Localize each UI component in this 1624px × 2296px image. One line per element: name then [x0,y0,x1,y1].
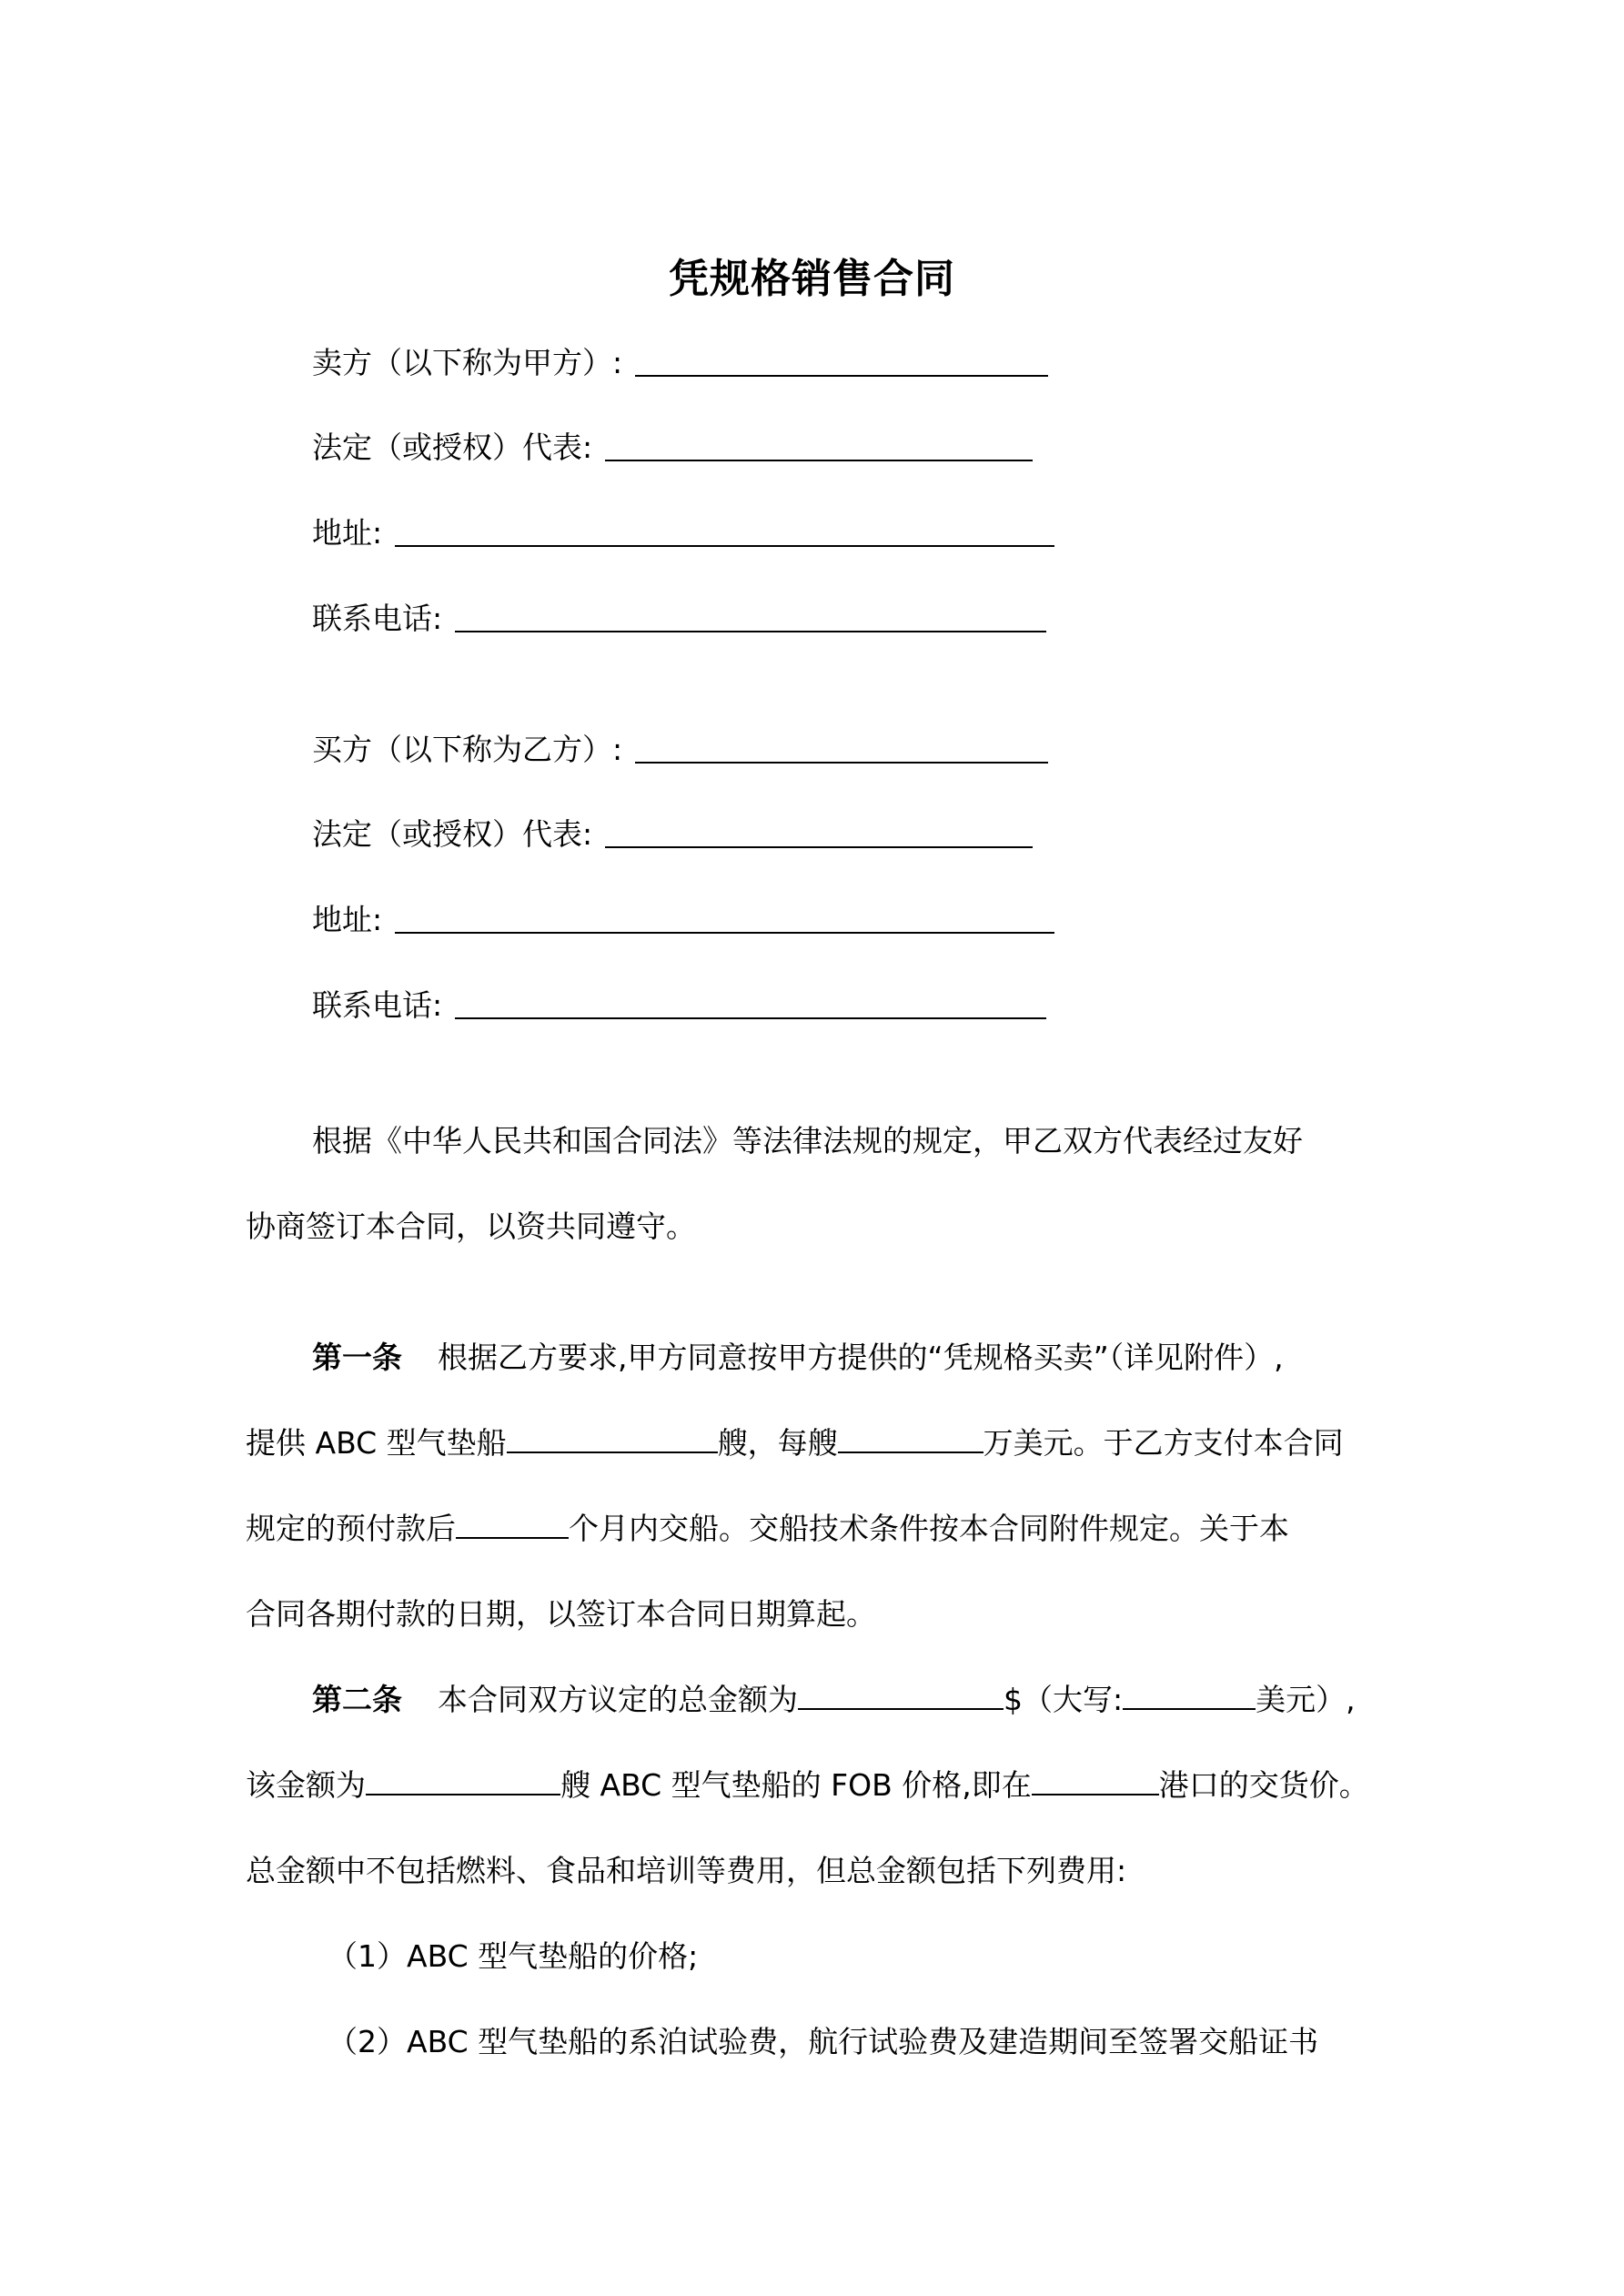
unit-price-blank[interactable] [838,1424,983,1453]
delivery-months-blank[interactable] [456,1510,569,1539]
article2-text-1c: 美元）, [1256,1682,1356,1717]
article2-text-1a: 本合同双方议定的总金额为 [438,1682,798,1717]
article1-line-1 [312,1334,1284,1377]
seller-party-field [312,337,1048,382]
article1-text-2b: 艘，每艘 [717,1425,838,1461]
seller-phone-blank[interactable] [455,631,1046,632]
seller-address-field [312,507,1054,552]
buyer-address-label: 地址: [312,902,383,937]
buyer-address-field [312,894,1054,939]
article2-line-2 [246,1762,1369,1805]
article1-text-1: 根据乙方要求,甲方同意按甲方提供的“凭规格买卖”（详见附件）, [438,1340,1284,1375]
total-amount-blank[interactable] [798,1681,1004,1710]
seller-rep-blank[interactable] [605,460,1033,461]
article2-item-2: （2）ABC 型气垫船的系泊试验费，航行试验费及建造期间至签署交船证书 [328,2024,1319,2059]
seller-rep-field [312,421,1033,467]
buyer-party-field [312,723,1048,769]
buyer-phone-label: 联系电话: [312,987,443,1023]
article1-line-2 [246,1420,1344,1462]
article2-text-1b: $（大写: [1004,1682,1124,1717]
article1-line-3 [246,1505,1289,1548]
article1-heading: 第一条 [312,1340,402,1375]
article2-text-2b: 艘 ABC 型气垫船的 FOB 价格,即在 [560,1767,1032,1803]
seller-party-label: 卖方（以下称为甲方）: [312,345,623,380]
buyer-party-blank[interactable] [635,762,1048,764]
fob-vessel-count-blank[interactable] [366,1766,560,1795]
buyer-phone-blank[interactable] [455,1017,1046,1019]
amount-in-words-blank[interactable] [1123,1681,1256,1710]
article2-line-3: 总金额中不包括燃料、食品和培训等费用，但总金额包括下列费用: [246,1853,1127,1888]
article2-line-1 [312,1676,1356,1719]
article1-text-3b: 个月内交船。交船技术条件按本合同附件规定。关于本 [569,1511,1289,1546]
buyer-address-blank[interactable] [395,932,1054,934]
seller-address-blank[interactable] [395,545,1054,547]
buyer-rep-blank[interactable] [605,846,1033,848]
preamble-line-2: 协商签订本合同，以资共同遵守。 [246,1209,696,1244]
port-name-blank[interactable] [1032,1766,1159,1795]
buyer-phone-field [312,979,1046,1025]
article1-text-3a: 规定的预付款后 [246,1511,456,1546]
seller-party-blank[interactable] [635,375,1048,377]
article2-text-2c: 港口的交货价。 [1158,1767,1369,1803]
seller-phone-field [312,592,1046,638]
article2-text-2a: 该金额为 [246,1767,366,1803]
article2-item-1: （1）ABC 型气垫船的价格; [328,1938,699,1974]
preamble-line-1: 根据《中华人民共和国合同法》等法律法规的规定，甲乙双方代表经过友好 [312,1123,1303,1158]
contract-title: 凭规格销售合同 [669,256,955,302]
seller-rep-label: 法定（或授权）代表: [312,430,593,465]
article1-text-2c: 万美元。于乙方支付本合同 [983,1425,1344,1461]
vessel-count-blank[interactable] [507,1424,718,1453]
article1-line-4: 合同各期付款的日期，以签订本合同日期算起。 [246,1596,876,1632]
seller-address-label: 地址: [312,515,383,551]
article1-text-2a: 提供 ABC 型气垫船 [246,1425,507,1461]
buyer-rep-field [312,808,1033,854]
buyer-rep-label: 法定（或授权）代表: [312,816,593,852]
article2-heading: 第二条 [312,1682,402,1717]
buyer-party-label: 买方（以下称为乙方）: [312,732,623,767]
seller-phone-label: 联系电话: [312,601,443,636]
